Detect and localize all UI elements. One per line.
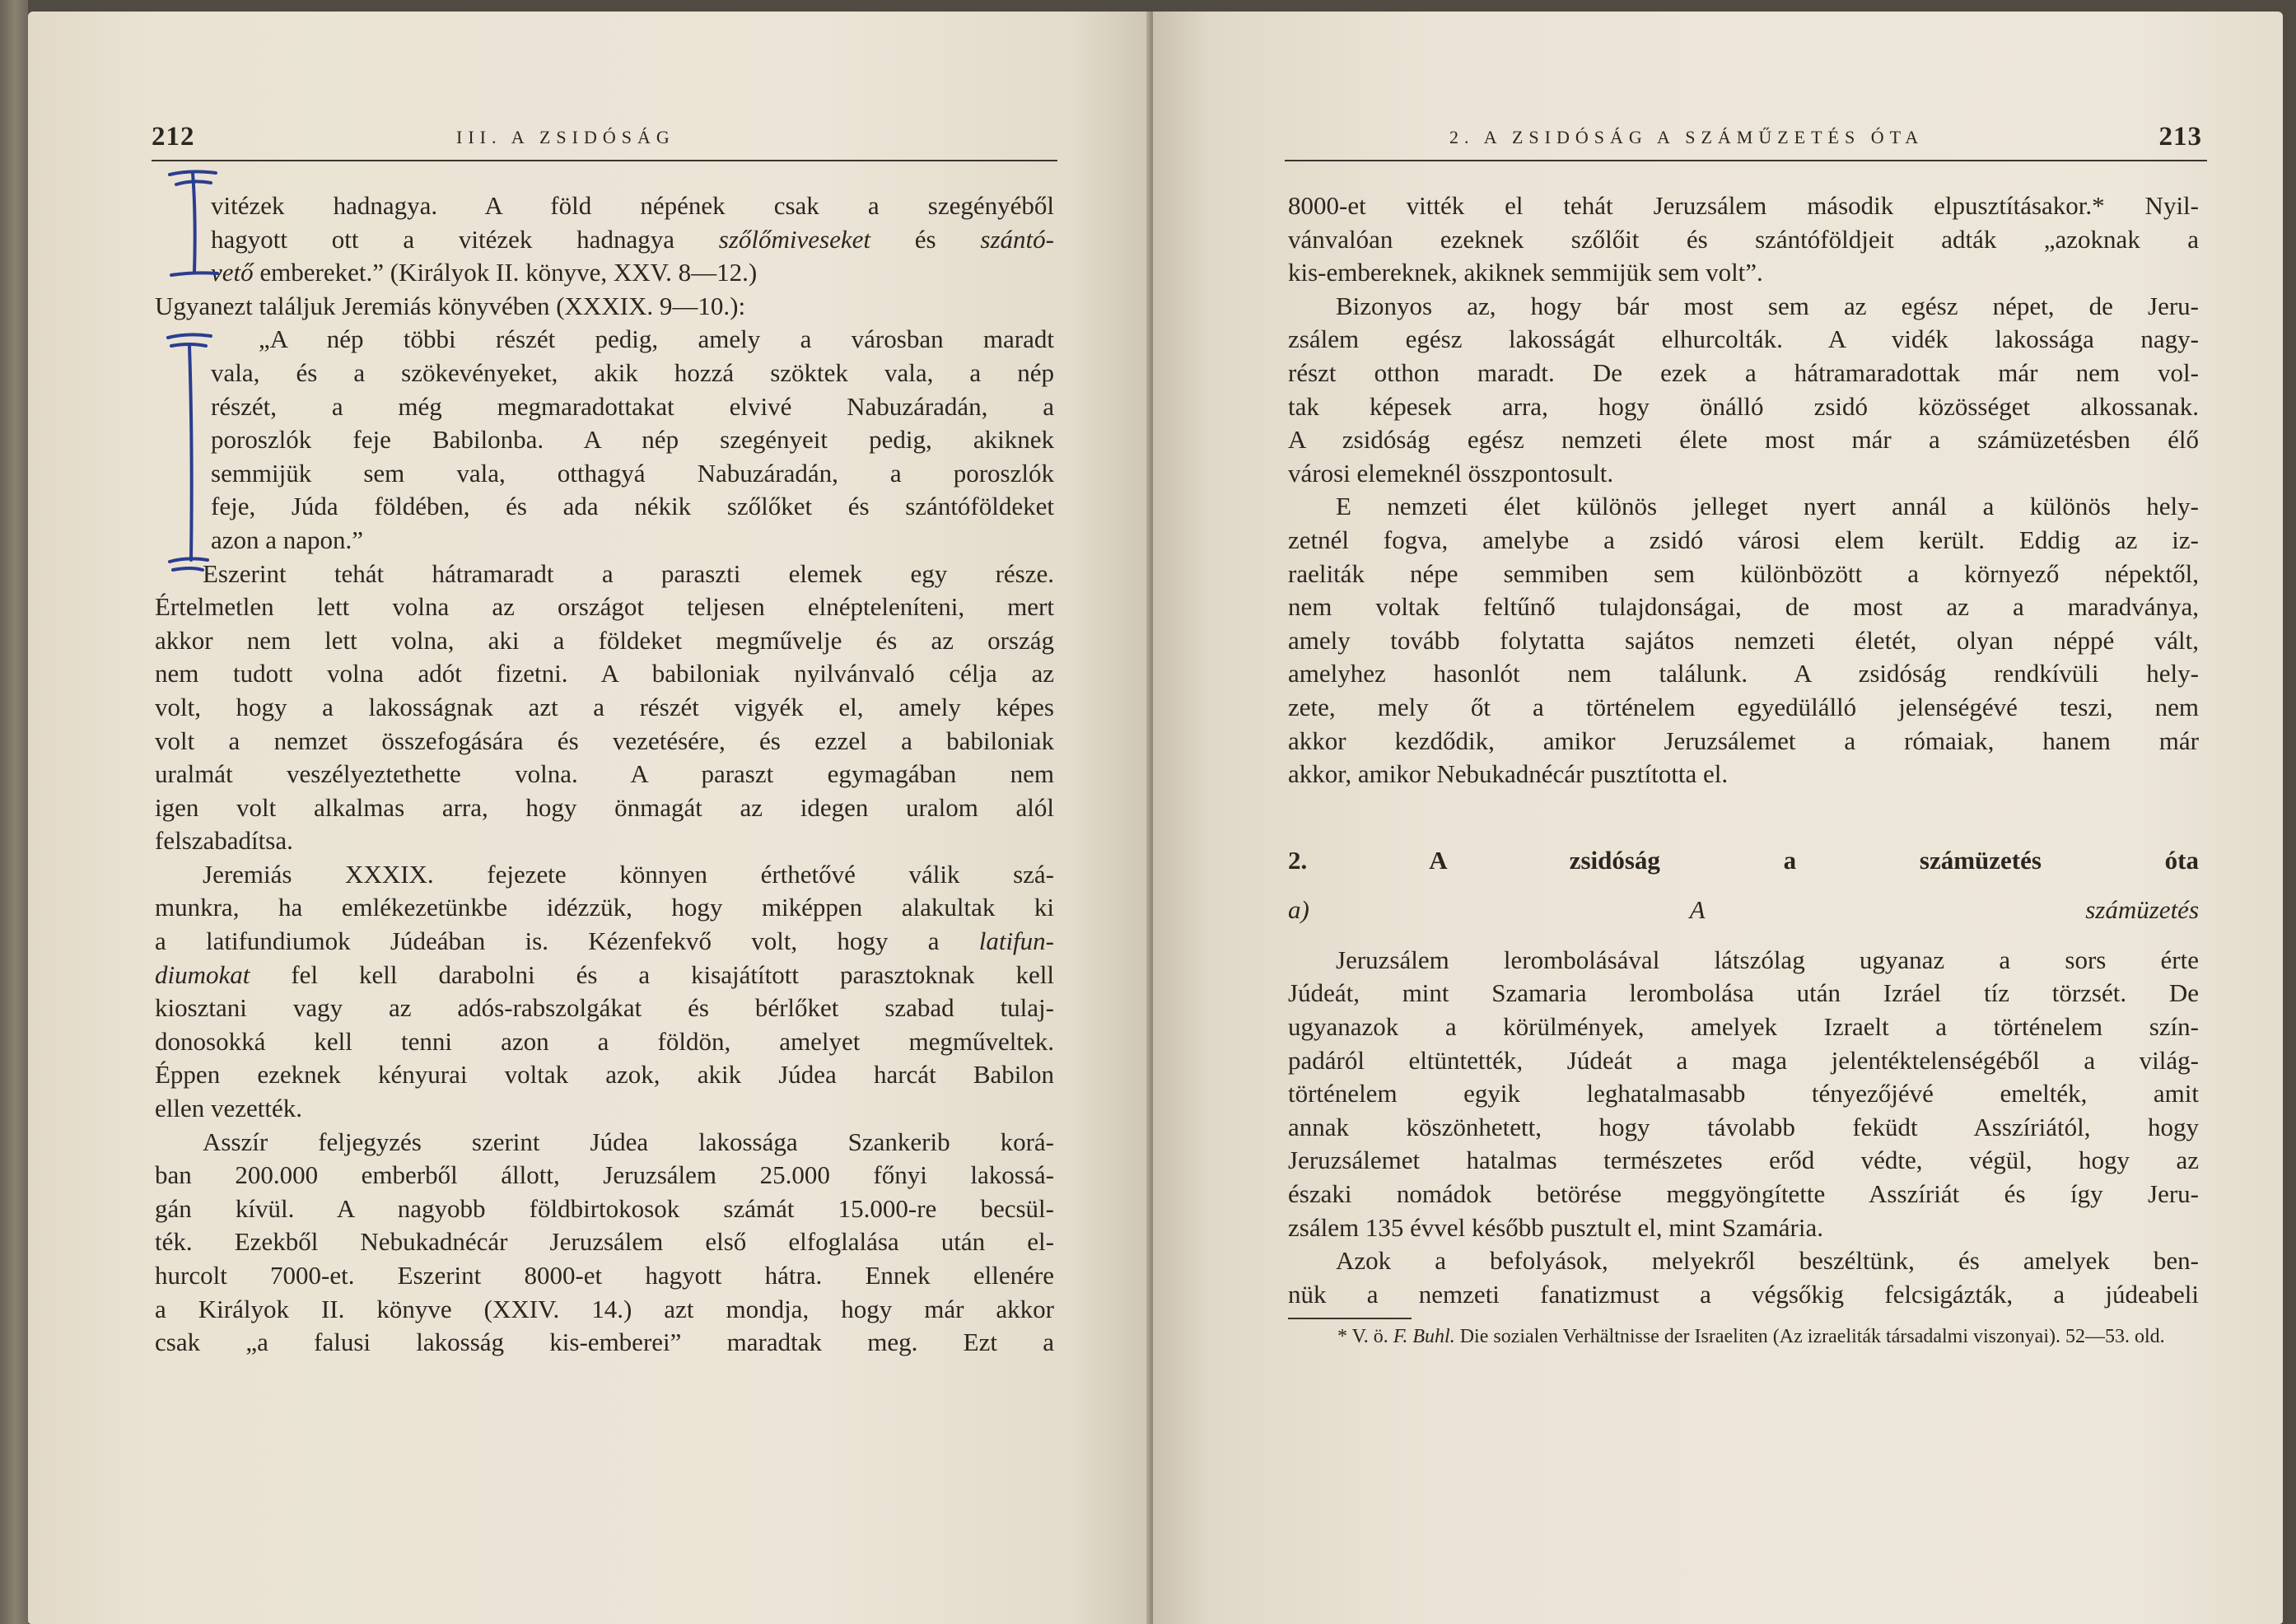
text-line [1288, 691, 2199, 725]
line-text: Azok a befolyások, melyekről beszéltünk, és amelyek ben- [1336, 1246, 2199, 1276]
line-text: Eszerint tehát hátramaradt a paraszti elemek egy része. [203, 558, 1054, 588]
line-text: volt a nemzet összefogására és vezetésére, és ezzel a babiloniak [155, 726, 1054, 755]
line-text: A zsidóság egész nemzeti élete most már a számüzetésben élő [1288, 425, 2199, 455]
text-line [155, 858, 1054, 892]
footnote-text [1288, 1324, 2199, 1349]
line-text: zete, mely őt a történelem egyedülálló jelenségévé teszi, nem [1288, 692, 2199, 721]
text-line [155, 891, 1054, 925]
line-text: raeliták népe semmiben sem különbözött a környező népektől, [1288, 558, 2199, 588]
text-line [1288, 1010, 2199, 1044]
text-line [155, 423, 1054, 457]
text-line [155, 758, 1054, 791]
text-line [1288, 1211, 2199, 1245]
line-text: ték. Ezekből Nebukadnécár Jeruzsálem első elfoglalása után el- [155, 1227, 1054, 1257]
italic-text: vető [211, 258, 254, 287]
line-text: részét, a még megmaradottakat elvivé Nabuzáradán, a [211, 391, 1054, 421]
line-text: Jeruzsálemet hatalmas természetes erőd védte, végül, hogy az [1288, 1146, 2199, 1175]
text-line [1288, 323, 2199, 357]
text-line [155, 624, 1054, 658]
text-line [1288, 357, 2199, 390]
text-line [155, 824, 1054, 858]
left-page-text [155, 189, 1054, 1360]
line-text: akkor nem lett volna, aki a földeket megművelje és az ország [155, 625, 1054, 655]
text-line [1288, 457, 2199, 491]
text-line [1288, 558, 2199, 591]
line-text: részt otthon maradt. De ezek a hátramaradottak már nem vol- [1288, 357, 2199, 387]
right-header-title: 2. A ZSIDÓSÁG A SZÁMŰZETÉS ÓTA [1449, 127, 1925, 147]
text-line [1288, 624, 2199, 658]
line-text: zsálem 135 évvel később pusztult el, mint Szamária. [1288, 1212, 1823, 1242]
line-text: annak köszönhetett, hogy távolabb feküdt Asszíriától, hogy [1288, 1112, 2199, 1141]
italic-text: diumokat [155, 959, 250, 989]
line-text: feje, Júda földében, és ada nékik szőlőket és szántóföldeket [211, 492, 1054, 521]
text-line [1288, 256, 2199, 290]
line-text: és [870, 224, 981, 254]
line-text: vánvalóan ezeknek szőlőit és szántóföldjeit adták „azoknak a [1288, 224, 2199, 254]
italic-text: szántó- [980, 224, 1054, 254]
text-line [155, 791, 1054, 825]
footnote-body: Die sozialen Verhältnisse der Israeliten (Az izraeliták társadalmi viszonyai). 52—53. old. [1454, 1326, 2165, 1348]
line-text: tak képesek arra, hogy önálló zsidó közösséget alkossanak. [1288, 391, 2199, 421]
line-text: kiosztani vagy az adós-rabszolgákat és bérlőket szabad tulaj- [155, 993, 1054, 1023]
italic-text: A számüzetés [1689, 895, 2200, 925]
line-text: nem voltak feltűnő tulajdonságai, de most az a maradványa, [1288, 592, 2199, 622]
line-text: 8000-et vitték el tehát Jeruzsálem második elpusztításakor.* Nyil- [1288, 191, 2199, 220]
line-text: Júdeát, mint Szamaria lerombolása után Izráel tíz törzsét. De [1288, 978, 2199, 1008]
text-line [1288, 725, 2199, 758]
text-line [155, 725, 1054, 758]
footnote-author: F. Buhl. [1393, 1326, 1455, 1348]
text-line [1288, 1244, 2199, 1278]
line-text: Értelmetlen lett volna az országot teljesen elnépteleníteni, mert [155, 592, 1054, 622]
text-line [155, 1025, 1054, 1059]
line-text: munkra, ha emlékezetünkbe idézzük, hogy miképpen alakultak ki [155, 893, 1054, 922]
text-line [1288, 423, 2199, 457]
text-line [1288, 657, 2199, 691]
text-line [1288, 894, 2199, 927]
line-text: északi nomádok betörése meggyöngítette Asszíriát és így Jeru- [1288, 1179, 2199, 1209]
text-line [1288, 977, 2199, 1010]
line-text: akkor, amikor Nebukadnécár pusztította el. [1288, 759, 1729, 789]
line-text: nük a nemzeti fanatizmust a végsőkig felcsigázták, a júdeabeli [1288, 1279, 2199, 1309]
text-line [155, 959, 1054, 992]
line-text: csak „a falusi lakosság kis-emberei” maradtak meg. Ezt a [155, 1328, 1054, 1357]
text-line [155, 1225, 1054, 1259]
text-line [155, 357, 1054, 390]
line-text: Éppen ezeknek kényurai voltak azok, akik Júdea harcát Babilon [155, 1060, 1054, 1090]
line-text: vala, és a szökevényeket, akik hozzá szöktek vala, a nép [211, 357, 1054, 387]
text-line [1288, 1111, 2199, 1145]
text-line [155, 189, 1054, 223]
left-running-header [152, 110, 1057, 161]
text-line [1288, 844, 2199, 878]
text-line [155, 1126, 1054, 1160]
footnote-prefix: * V. ö. [1337, 1326, 1393, 1348]
line-text: poroszlók feje Babilonba. A nép szegényeit pedig, akiknek [211, 425, 1054, 455]
text-line [1288, 590, 2199, 624]
line-text: Bizonyos az, hogy bár most sem az egész népet, de Jeru- [1336, 291, 2199, 320]
text-line [155, 1058, 1054, 1092]
text-line [155, 1326, 1054, 1360]
right-running-header [1285, 110, 2207, 161]
text-line [155, 390, 1054, 424]
text-line [155, 657, 1054, 691]
line-text: hagyott ott a vitézek hadnagya [211, 224, 719, 254]
text-line [155, 457, 1054, 491]
text-line [1288, 390, 2199, 424]
line-text: azon a napon.” [211, 525, 364, 554]
text-line [155, 256, 1054, 290]
text-line [155, 558, 1054, 591]
line-text: felszabadítsa. [155, 826, 293, 856]
line-text: Ugyanezt találjuk Jeremiás könyvében (XXXIX. 9—10.): [155, 291, 746, 320]
left-page [28, 12, 1150, 1624]
line-text: ban 200.000 emberből állott, Jeruzsálem 25.000 főnyi lakossá- [155, 1160, 1054, 1190]
line-text: városi elemeknél összpontosult. [1288, 458, 1614, 488]
text-line [1288, 290, 2199, 324]
text-line [155, 925, 1054, 959]
left-page-number: 212 [152, 122, 195, 152]
text-line [1288, 944, 2199, 978]
text-line [155, 1259, 1054, 1293]
text-line [1288, 1278, 2199, 1312]
line-text: Jeremiás XXXIX. fejezete könnyen érthetővé válik szá- [203, 859, 1054, 889]
text-line [155, 524, 1054, 558]
right-page [1153, 12, 2283, 1624]
footnote-rule [1288, 1318, 1412, 1319]
text-line [1288, 1178, 2199, 1211]
text-line [155, 992, 1054, 1025]
text-line [155, 1192, 1054, 1226]
line-text: gán kívül. A nagyobb földbirtokosok számát 15.000-re becsül- [155, 1193, 1054, 1223]
line-text: igen volt alkalmas arra, hogy önmagát az idegen uralom alól [155, 792, 1054, 822]
line-text: kis-embereknek, akiknek semmijük sem volt”. [1288, 258, 1763, 287]
line-text: fel kell darabolni és a kisajátított parasztoknak kell [250, 959, 1054, 989]
line-text: Jeruzsálem lerombolásával látszólag ugyanaz a sors érte [1336, 945, 2199, 974]
text-line [155, 590, 1054, 624]
text-line [1288, 223, 2199, 257]
line-text: donosokká kell tenni azon a földön, amelyet megműveltek. [155, 1026, 1054, 1056]
line-text: a latifundiumok Júdeában is. Kézenfekvő volt, hogy a [155, 926, 979, 956]
text-line [155, 1092, 1054, 1126]
right-page-number: 213 [2158, 122, 2202, 152]
text-line [155, 1159, 1054, 1192]
line-text: hurcolt 7000-et. Eszerint 8000-et hagyott hátra. Ennek ellenére [155, 1261, 1054, 1290]
line-text: akkor kezdődik, amikor Jeruzsálemet a rómaiak, hanem már [1288, 726, 2199, 755]
line-text: a) [1288, 895, 1690, 925]
line-text: vitézek hadnagya. A föld népének csak a szegényéből [211, 191, 1054, 220]
text-line [155, 691, 1054, 725]
text-line [1288, 490, 2199, 524]
text-line [1288, 1144, 2199, 1178]
line-text: nem tudott volna adót fizetni. A babiloniak nyilvánvaló célja az [155, 659, 1054, 688]
line-text: ellen vezették. [155, 1094, 303, 1123]
line-text: zetnél fogva, amelybe a zsidó városi elem került. Eddig az iz- [1288, 525, 2199, 554]
footnote [1288, 1324, 2199, 1349]
text-line [1288, 1044, 2199, 1078]
right-page-text [1288, 189, 2199, 1349]
left-header-title: III. A ZSIDÓSÁG [456, 127, 675, 147]
italic-text: szőlőmiveseket [718, 224, 870, 254]
line-text: „A nép többi részét pedig, amely a városban maradt [259, 324, 1054, 354]
line-text: amely tovább folytatta sajátos nemzeti életét, olyan néppé vált, [1288, 625, 2199, 655]
text-line [155, 223, 1054, 257]
line-text: ugyanazok a körülmények, amelyek Izraelt a történelem szín- [1288, 1012, 2199, 1042]
text-line [1288, 189, 2199, 223]
text-line [1288, 524, 2199, 558]
line-text: E nemzeti élet különös jelleget nyert annál a különös hely- [1336, 492, 2199, 521]
line-text: embereket.” (Királyok II. könyve, XXV. 8—12.) [253, 258, 758, 287]
text-line [155, 290, 1054, 324]
line-text: Asszír feljegyzés szerint Júdea lakossága Szankerib korá- [203, 1127, 1054, 1156]
line-text: semmijük sem vala, otthagyá Nabuzáradán, a poroszlók [211, 458, 1054, 488]
line-text: uralmát veszélyeztethette volna. A paraszt egymagában nem [155, 759, 1054, 789]
line-text: zsálem egész lakosságát elhurcolták. A vidék lakossága nagy- [1288, 324, 2199, 354]
line-text: padáról eltüntették, Júdeát a maga jelentéktelenségéből a világ- [1288, 1045, 2199, 1075]
text-line [155, 323, 1054, 357]
line-text: amelyhez hasonlót nem találunk. A zsidóság rendkívüli hely- [1288, 659, 2199, 688]
line-text: történelem egyik leghatalmasabb tényezőjévé emelték, amit [1288, 1079, 2199, 1108]
italic-text: latifun- [978, 926, 1054, 956]
text-line [155, 490, 1054, 524]
line-text: 2. A zsidóság a számüzetés óta [1288, 845, 2199, 875]
text-line [155, 1293, 1054, 1327]
line-text: a Királyok II. könyve (XXIV. 14.) azt mondja, hogy már akkor [155, 1294, 1054, 1323]
line-text: volt, hogy a lakosságnak azt a részét vigyék el, amely képes [155, 692, 1054, 721]
text-line [1288, 1077, 2199, 1111]
text-line [1288, 758, 2199, 791]
